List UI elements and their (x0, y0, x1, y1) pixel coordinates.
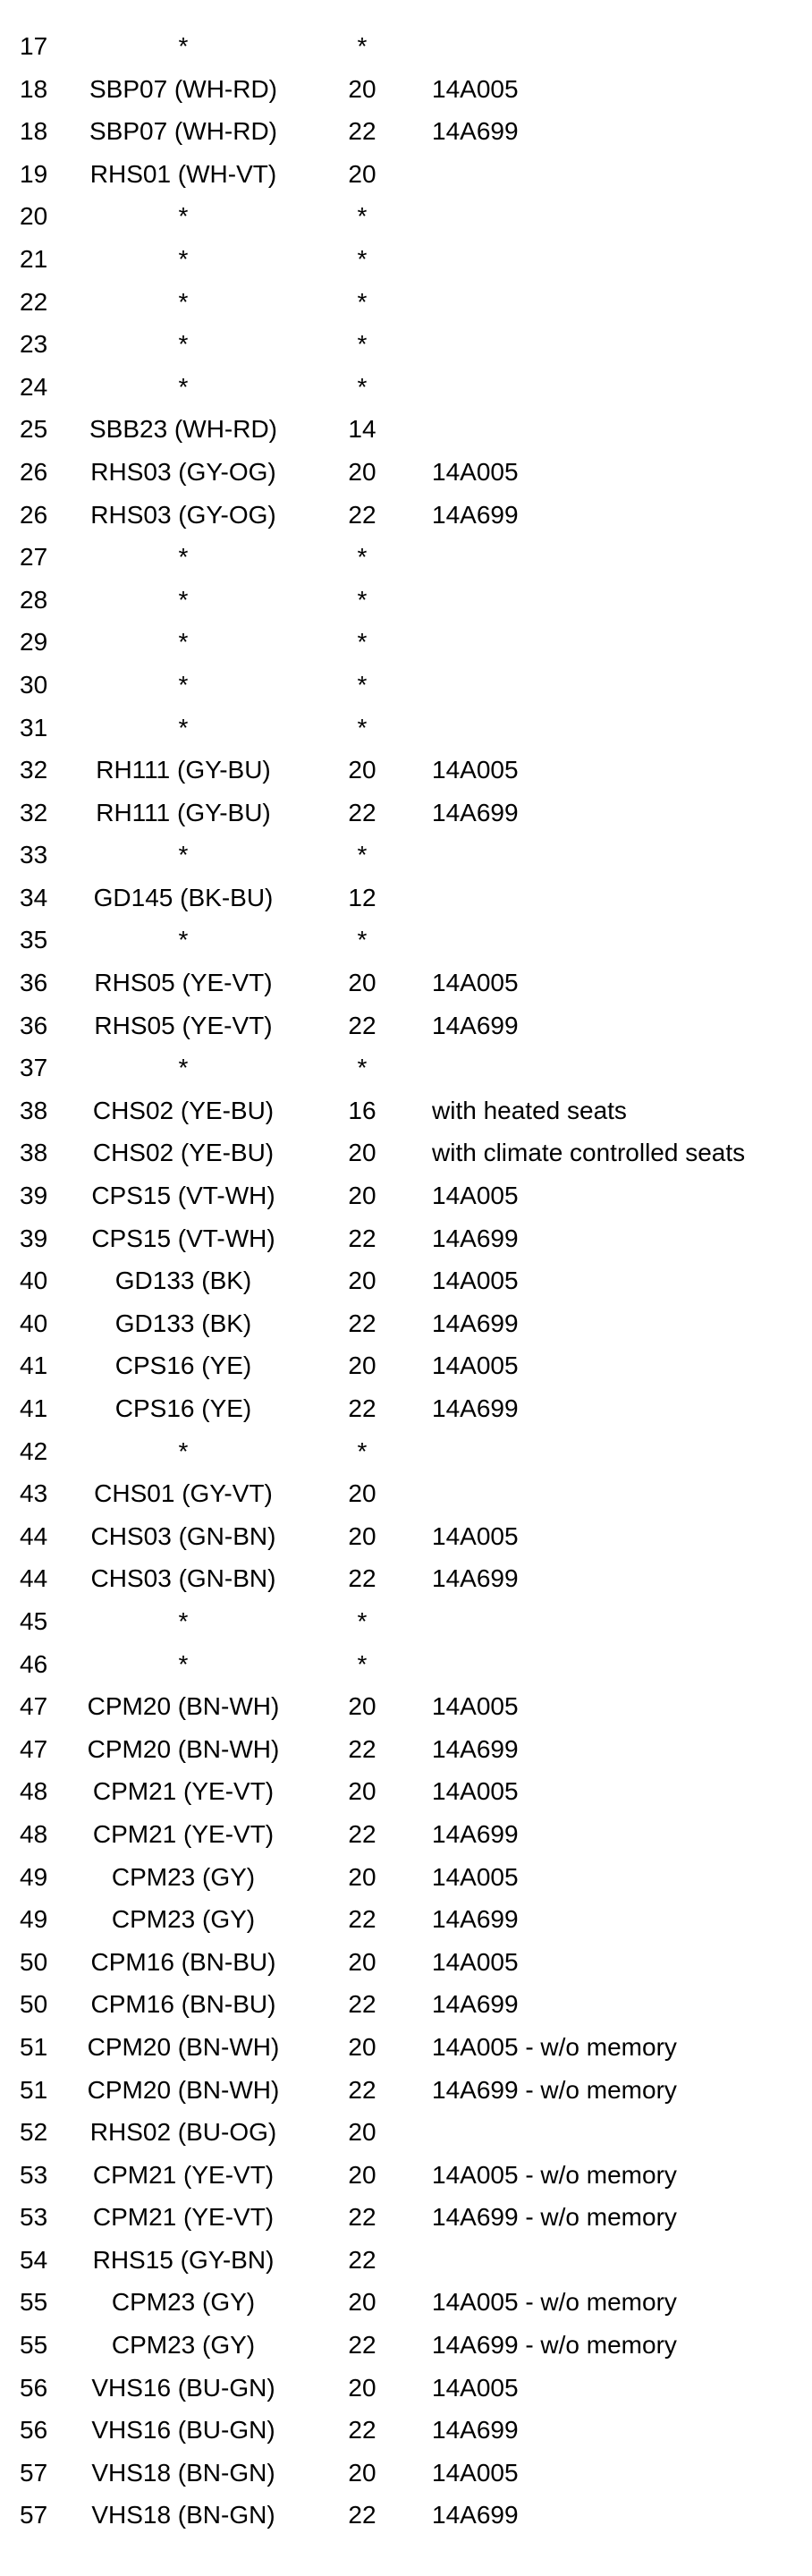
pin-number-cell: 51 (20, 2075, 48, 2104)
circuit-cell: RHS01 (WH-VT) (89, 159, 277, 188)
circuit-cell: RH111 (GY-BU) (96, 756, 271, 784)
pin-number-cell: 48 (20, 1777, 48, 1806)
circuit-cell: * (178, 926, 189, 954)
circuit-cell: GD145 (BK-BU) (93, 883, 274, 911)
pin-number-cell: 50 (20, 1990, 48, 2019)
circuit-cell: CPM21 (YE-VT) (92, 2203, 275, 2232)
circuit-cell: CPM23 (GY) (111, 1905, 256, 1934)
wire-gauge-cell: * (357, 926, 368, 954)
circuit-cell: * (178, 628, 189, 657)
circuit-cell: CPM23 (GY) (111, 1862, 256, 1891)
circuit-cell: CHS02 (YE-BU) (92, 1139, 275, 1167)
circuit-cell: CPS16 (YE) (114, 1394, 252, 1422)
wire-gauge-cell: * (357, 1436, 368, 1465)
wire-gauge-cell: 22 (348, 500, 376, 529)
table-row (0, 707, 812, 750)
wire-gauge-cell: 20 (348, 1267, 376, 1295)
circuit-cell: CPS15 (VT-WH) (91, 1224, 275, 1252)
table-row (0, 1856, 812, 1899)
pin-number-cell: 24 (20, 372, 48, 401)
pin-number-cell: 43 (20, 1479, 48, 1508)
circuit-cell: * (178, 543, 189, 572)
circuit-cell: GD133 (BK) (114, 1309, 252, 1337)
note-cell: 14A005 - w/o memory (432, 2288, 677, 2317)
circuit-cell: CPM20 (BN-WH) (87, 2075, 280, 2104)
circuit-cell: CPM23 (GY) (111, 2288, 256, 2317)
wire-gauge-cell: 20 (348, 969, 376, 997)
table-row (0, 2452, 812, 2495)
note-cell: 14A699 (432, 798, 519, 826)
wire-gauge-cell: * (357, 32, 368, 60)
table-row (0, 1983, 812, 2026)
table-row (0, 536, 812, 579)
note-cell: 14A699 (432, 1734, 519, 1763)
wire-gauge-cell: 22 (348, 1734, 376, 1763)
note-cell: 14A005 (432, 457, 519, 486)
pin-number-cell: 32 (20, 756, 48, 784)
circuit-cell: CPM21 (YE-VT) (92, 2160, 275, 2189)
table-row (0, 25, 812, 68)
table-row (0, 153, 812, 196)
wire-gauge-cell: * (357, 330, 368, 359)
circuit-cell: SBB23 (WH-RD) (89, 415, 277, 444)
pin-number-cell: 53 (20, 2160, 48, 2189)
wire-gauge-cell: 20 (348, 2118, 376, 2147)
table-row (0, 1004, 812, 1047)
table-row (0, 1600, 812, 1643)
table-row (0, 1430, 812, 1473)
note-cell: 14A699 (432, 1564, 519, 1593)
table-row (0, 2154, 812, 2197)
note-cell: 14A699 (432, 1990, 519, 2019)
table-row (0, 749, 812, 792)
circuit-cell: CPM21 (YE-VT) (92, 1777, 275, 1806)
pin-number-cell: 49 (20, 1905, 48, 1934)
table-row (0, 1770, 812, 1813)
note-cell: 14A699 (432, 1394, 519, 1422)
table-row (0, 1217, 812, 1260)
wire-gauge-cell: 20 (348, 1862, 376, 1891)
pin-number-cell: 44 (20, 1564, 48, 1593)
pin-number-cell: 52 (20, 2118, 48, 2147)
circuit-cell: CPM16 (BN-BU) (90, 1990, 276, 2019)
wire-gauge-cell: 22 (348, 1990, 376, 2019)
wire-gauge-cell: * (357, 543, 368, 572)
pin-number-cell: 28 (20, 585, 48, 614)
table-row (0, 408, 812, 451)
note-cell: 14A005 (432, 1947, 519, 1976)
circuit-cell: * (178, 372, 189, 401)
wire-gauge-cell: * (357, 244, 368, 273)
wire-gauge-cell: 22 (348, 1224, 376, 1252)
pin-number-cell: 40 (20, 1267, 48, 1295)
pin-number-cell: 26 (20, 500, 48, 529)
wire-gauge-cell: 20 (348, 1692, 376, 1721)
table-row (0, 2324, 812, 2367)
note-cell: 14A005 (432, 969, 519, 997)
circuit-cell: * (178, 670, 189, 699)
pin-number-cell: 22 (20, 287, 48, 316)
table-row (0, 238, 812, 281)
wire-gauge-cell: 20 (348, 74, 376, 103)
table-row (0, 1685, 812, 1728)
note-cell: 14A699 - w/o memory (432, 2075, 677, 2104)
pin-number-cell: 38 (20, 1139, 48, 1167)
note-cell: 14A005 (432, 1182, 519, 1210)
circuit-cell: SBP07 (WH-RD) (89, 74, 277, 103)
note-cell: 14A699 - w/o memory (432, 2331, 677, 2360)
circuit-cell: * (178, 1054, 189, 1082)
wire-gauge-cell: 20 (348, 2373, 376, 2402)
note-cell: 14A005 (432, 74, 519, 103)
pin-number-cell: 50 (20, 1947, 48, 1976)
circuit-cell: CHS01 (GY-VT) (94, 1479, 273, 1508)
table-row (0, 1515, 812, 1558)
circuit-cell: VHS16 (BU-GN) (91, 2373, 275, 2402)
pin-number-cell: 25 (20, 415, 48, 444)
note-cell: 14A005 (432, 2373, 519, 2402)
wire-gauge-cell: 22 (348, 1011, 376, 1039)
circuit-cell: CPM23 (GY) (111, 2331, 256, 2360)
pin-number-cell: 20 (20, 202, 48, 231)
note-cell: 14A699 - w/o memory (432, 2203, 677, 2232)
pin-number-cell: 36 (20, 1011, 48, 1039)
wire-gauge-cell: * (357, 628, 368, 657)
table-row (0, 664, 812, 707)
wire-gauge-cell: * (357, 202, 368, 231)
wire-gauge-cell: * (357, 841, 368, 869)
circuit-cell: RH111 (GY-BU) (96, 798, 271, 826)
pin-number-cell: 30 (20, 670, 48, 699)
pin-number-cell: 23 (20, 330, 48, 359)
wire-gauge-cell: * (357, 372, 368, 401)
pin-number-cell: 46 (20, 1649, 48, 1678)
wire-gauge-cell: * (357, 713, 368, 741)
note-cell: with climate controlled seats (432, 1139, 746, 1167)
note-cell: 14A005 - w/o memory (432, 2160, 677, 2189)
circuit-cell: * (178, 244, 189, 273)
circuit-cell: CPM20 (BN-WH) (87, 1692, 280, 1721)
pin-number-cell: 41 (20, 1352, 48, 1380)
table-row (0, 1941, 812, 1984)
wire-gauge-cell: 14 (348, 415, 376, 444)
wire-gauge-cell: 22 (348, 798, 376, 826)
circuit-cell: CPM16 (BN-BU) (90, 1947, 276, 1976)
circuit-cell: CPM20 (BN-WH) (87, 2032, 280, 2061)
table-row (0, 834, 812, 877)
pin-number-cell: 39 (20, 1224, 48, 1252)
table-row (0, 1131, 812, 1174)
pin-number-cell: 40 (20, 1309, 48, 1337)
circuit-cell: VHS18 (BN-GN) (91, 2458, 275, 2487)
circuit-cell: CPM21 (YE-VT) (92, 1819, 275, 1848)
pin-number-cell: 51 (20, 2032, 48, 2061)
wire-gauge-cell: * (357, 1649, 368, 1678)
table-row (0, 68, 812, 111)
note-cell: 14A699 (432, 1224, 519, 1252)
note-cell: 14A005 (432, 1521, 519, 1550)
wire-gauge-cell: 20 (348, 2458, 376, 2487)
pin-number-cell: 44 (20, 1521, 48, 1550)
note-cell: 14A005 (432, 1692, 519, 1721)
circuit-cell: CHS03 (GN-BN) (90, 1521, 276, 1550)
table-row (0, 1089, 812, 1132)
pin-number-cell: 55 (20, 2331, 48, 2360)
note-cell: 14A699 (432, 500, 519, 529)
note-cell: 14A699 (432, 1011, 519, 1039)
pin-number-cell: 18 (20, 117, 48, 146)
table-row (0, 621, 812, 664)
wire-gauge-cell: 20 (348, 159, 376, 188)
wire-gauge-cell: 20 (348, 1521, 376, 1550)
table-row (0, 1557, 812, 1600)
wire-gauge-cell: 20 (348, 1182, 376, 1210)
table-row (0, 1174, 812, 1217)
table-row (0, 1259, 812, 1302)
wire-gauge-cell: 22 (348, 2075, 376, 2104)
table-row (0, 1898, 812, 1941)
wire-gauge-cell: 20 (348, 1352, 376, 1380)
circuit-cell: * (178, 713, 189, 741)
table-row (0, 494, 812, 537)
pin-number-cell: 41 (20, 1394, 48, 1422)
circuit-cell: CPM20 (BN-WH) (87, 1734, 280, 1763)
wire-gauge-cell: 22 (348, 2331, 376, 2360)
circuit-cell: CHS02 (YE-BU) (92, 1096, 275, 1124)
pin-number-cell: 19 (20, 159, 48, 188)
pin-number-cell: 37 (20, 1054, 48, 1082)
pin-number-cell: 17 (20, 32, 48, 60)
pin-number-cell: 56 (20, 2416, 48, 2445)
circuit-cell: SBP07 (WH-RD) (89, 117, 277, 146)
circuit-cell: * (178, 32, 189, 60)
circuit-cell: * (178, 202, 189, 231)
circuit-cell: RHS03 (GY-OG) (90, 457, 276, 486)
wire-gauge-cell: 22 (348, 2203, 376, 2232)
circuit-cell: RHS03 (GY-OG) (90, 500, 276, 529)
wire-gauge-cell: 16 (348, 1096, 376, 1124)
wire-gauge-cell: * (357, 585, 368, 614)
wire-gauge-cell: 12 (348, 883, 376, 911)
note-cell: 14A005 (432, 1352, 519, 1380)
table-row (0, 2494, 812, 2537)
note-cell: 14A699 (432, 2501, 519, 2529)
wire-gauge-cell: 22 (348, 1905, 376, 1934)
table-row (0, 2069, 812, 2112)
table-row (0, 323, 812, 366)
table-row (0, 2111, 812, 2154)
wire-gauge-cell: 20 (348, 756, 376, 784)
circuit-cell: CPS16 (YE) (114, 1352, 252, 1380)
note-cell: 14A699 (432, 117, 519, 146)
note-cell: 14A699 (432, 1905, 519, 1934)
pin-number-cell: 47 (20, 1734, 48, 1763)
pin-number-cell: 33 (20, 841, 48, 869)
table-row (0, 2196, 812, 2239)
note-cell: 14A699 (432, 2416, 519, 2445)
table-row (0, 1472, 812, 1515)
circuit-cell: * (178, 330, 189, 359)
table-row (0, 195, 812, 238)
table-row (0, 1302, 812, 1345)
table-row (0, 2409, 812, 2452)
pin-number-cell: 47 (20, 1692, 48, 1721)
circuit-cell: RHS05 (YE-VT) (94, 1011, 273, 1039)
note-cell: 14A699 (432, 1309, 519, 1337)
wire-gauge-cell: 22 (348, 1819, 376, 1848)
table-row (0, 1387, 812, 1430)
table-row (0, 110, 812, 153)
note-cell: 14A005 (432, 756, 519, 784)
circuit-cell: CPS15 (VT-WH) (91, 1182, 275, 1210)
pin-number-cell: 35 (20, 926, 48, 954)
table-row (0, 877, 812, 919)
circuit-cell: RHS05 (YE-VT) (94, 969, 273, 997)
wire-gauge-cell: 22 (348, 1394, 376, 1422)
table-row (0, 1046, 812, 1089)
circuit-cell: RHS02 (BU-OG) (89, 2118, 277, 2147)
wire-gauge-cell: * (357, 1606, 368, 1635)
note-cell: with heated seats (432, 1096, 627, 1124)
pin-number-cell: 56 (20, 2373, 48, 2402)
pin-number-cell: 49 (20, 1862, 48, 1891)
pin-number-cell: 27 (20, 543, 48, 572)
wire-gauge-cell: 22 (348, 2245, 376, 2274)
wire-gauge-cell: * (357, 287, 368, 316)
table-row (0, 2239, 812, 2282)
wire-gauge-cell: 20 (348, 1139, 376, 1167)
wire-gauge-cell: 20 (348, 1947, 376, 1976)
table-row (0, 1728, 812, 1771)
table-row (0, 281, 812, 324)
circuit-cell: VHS16 (BU-GN) (91, 2416, 275, 2445)
wire-gauge-cell: 20 (348, 2032, 376, 2061)
pin-number-cell: 38 (20, 1096, 48, 1124)
pin-number-cell: 53 (20, 2203, 48, 2232)
table-row (0, 2367, 812, 2410)
circuit-cell: CHS03 (GN-BN) (90, 1564, 276, 1593)
pin-number-cell: 39 (20, 1182, 48, 1210)
wire-gauge-cell: * (357, 670, 368, 699)
wire-gauge-cell: 20 (348, 1777, 376, 1806)
wire-gauge-cell: 22 (348, 117, 376, 146)
table-row (0, 2281, 812, 2324)
wire-gauge-cell: 20 (348, 2160, 376, 2189)
note-cell: 14A005 - w/o memory (432, 2032, 677, 2061)
note-cell: 14A005 (432, 2458, 519, 2487)
circuit-cell: * (178, 585, 189, 614)
pin-number-cell: 32 (20, 798, 48, 826)
pin-number-cell: 36 (20, 969, 48, 997)
table-row (0, 366, 812, 409)
wire-gauge-cell: 20 (348, 1479, 376, 1508)
wire-gauge-cell: 22 (348, 1309, 376, 1337)
table-row (0, 451, 812, 494)
wire-gauge-cell: 22 (348, 2501, 376, 2529)
wire-gauge-cell: 22 (348, 2416, 376, 2445)
pin-number-cell: 18 (20, 74, 48, 103)
table-row (0, 919, 812, 962)
table-row (0, 792, 812, 835)
pin-number-cell: 48 (20, 1819, 48, 1848)
circuit-cell: * (178, 841, 189, 869)
wire-gauge-cell: * (357, 1054, 368, 1082)
note-cell: 14A699 (432, 1819, 519, 1848)
note-cell: 14A005 (432, 1267, 519, 1295)
table-row (0, 2026, 812, 2069)
pin-number-cell: 55 (20, 2288, 48, 2317)
pin-number-cell: 45 (20, 1606, 48, 1635)
pin-number-cell: 31 (20, 713, 48, 741)
pin-number-cell: 26 (20, 457, 48, 486)
table-row (0, 579, 812, 622)
table-row (0, 962, 812, 1004)
table-row (0, 1813, 812, 1856)
circuit-cell: * (178, 1436, 189, 1465)
connector-pinout-table (0, 25, 812, 2537)
circuit-cell: * (178, 287, 189, 316)
wire-gauge-cell: 20 (348, 457, 376, 486)
pin-number-cell: 34 (20, 883, 48, 911)
circuit-cell: * (178, 1649, 189, 1678)
pin-number-cell: 54 (20, 2245, 48, 2274)
wire-gauge-cell: 20 (348, 2288, 376, 2317)
circuit-cell: * (178, 1606, 189, 1635)
table-row (0, 1643, 812, 1686)
pin-number-cell: 57 (20, 2501, 48, 2529)
note-cell: 14A005 (432, 1777, 519, 1806)
pin-number-cell: 21 (20, 244, 48, 273)
circuit-cell: GD133 (BK) (114, 1267, 252, 1295)
pin-number-cell: 29 (20, 628, 48, 657)
wire-gauge-cell: 22 (348, 1564, 376, 1593)
note-cell: 14A005 (432, 1862, 519, 1891)
circuit-cell: VHS18 (BN-GN) (91, 2501, 275, 2529)
pin-number-cell: 57 (20, 2458, 48, 2487)
pin-number-cell: 42 (20, 1436, 48, 1465)
circuit-cell: RHS15 (GY-BN) (92, 2245, 275, 2274)
table-row (0, 1344, 812, 1387)
